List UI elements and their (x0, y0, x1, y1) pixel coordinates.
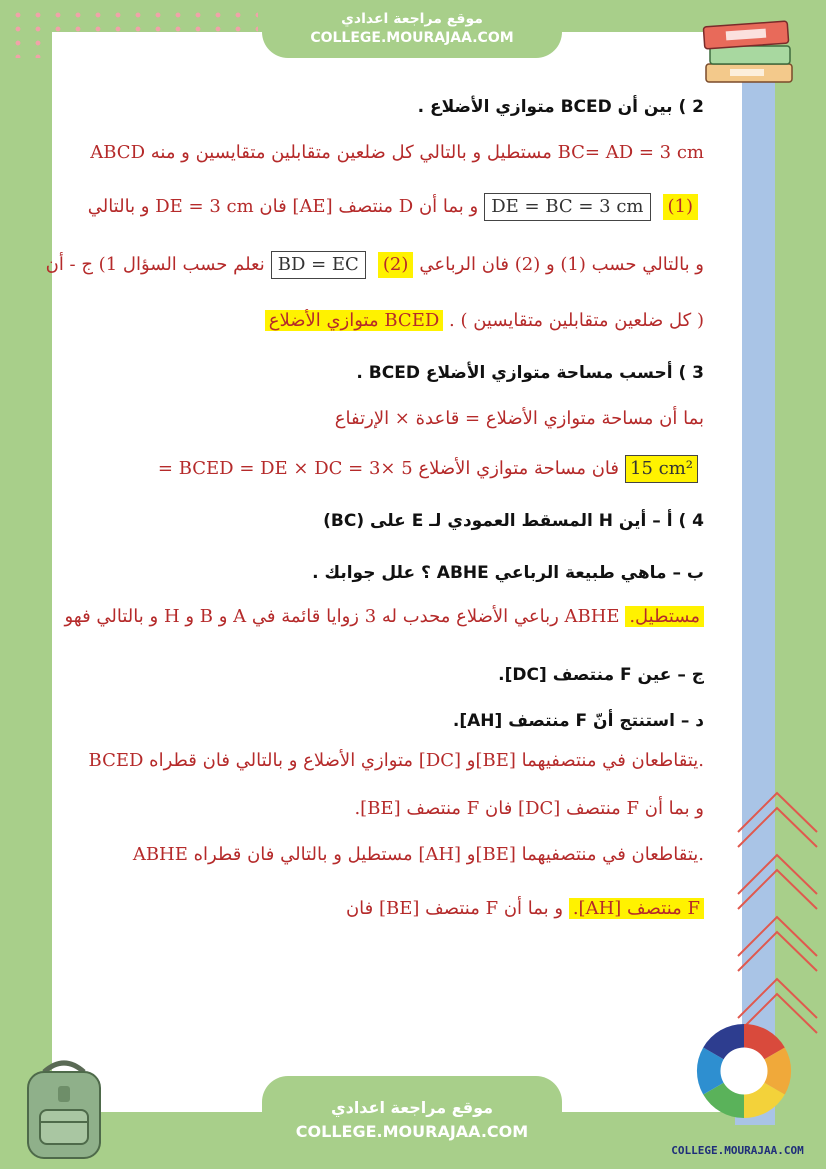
question-3: 3 ) أحسب مساحة متوازي الأضلاع BCED . (356, 363, 704, 383)
question-4c: ج – عين F منتصف [DC]. (498, 665, 704, 685)
answer-text: و بالتالي حسب (1) و (2) فان الرباعي (419, 254, 704, 275)
question-4b: ب – ماهي طبيعة الرباعي ABHE ؟ علل جوابك . (312, 563, 704, 583)
answer-line: ABHE مستطيل و بالتالي فان قطراه [AH] و[BE] يتقاطعان في منتصفيهما. (132, 844, 704, 865)
question-2: 2 ) بين أن BCED متوازي الأضلاع . (417, 97, 704, 117)
answer-line: و بما أن F منتصف [DC] فان F منتصف [BE]. (354, 798, 704, 819)
answer-text: و بما أن D منتصف [AE] فان DE = 3 cm و بالتالي (87, 196, 479, 217)
answer-line: ABCD مستطيل و بالتالي كل ضلعين متقابلين متقايسين و منه BC= AD = 3 cm (90, 142, 704, 163)
footer-tab (262, 1076, 562, 1169)
equation-number: (2) (378, 252, 414, 278)
answer-line (88, 193, 704, 221)
answer-text: نعلم حسب السؤال 1) ج - أن (45, 254, 265, 275)
boxed-result: BD = EC (271, 251, 366, 279)
highlighted-conclusion: F منتصف [AH]. (569, 898, 704, 919)
answer-line (158, 455, 704, 483)
site-logo-icon (695, 1022, 793, 1120)
equation-number: (1) (663, 194, 699, 220)
chevrons-up-icon (735, 790, 820, 1040)
answer-line (265, 308, 704, 334)
boxed-result: DE = BC = 3 cm (484, 193, 650, 221)
question-4a: 4 ) أ – أين H المسقط العمودي لـ E على (BC) (323, 511, 704, 531)
header-tab (262, 0, 562, 58)
answer-text: و بما أن F منتصف [BE] فان (345, 898, 564, 919)
header-site-name: موقع مراجعة اعدادي (341, 11, 483, 27)
answer-line (46, 251, 704, 279)
highlighted-conclusion: مستطيل. (625, 606, 704, 627)
logo-url[interactable]: COLLEGE.MOURAJAA.COM (671, 1144, 804, 1157)
header-site-url[interactable]: COLLEGE.MOURAJAA.COM (310, 30, 514, 46)
highlighted-conclusion: BCED متوازي الأضلاع (265, 310, 444, 331)
answer-line: BCED متوازي الأضلاع و بالتالي فان قطراه [DC] و[BE] يتقاطعان في منتصفيهما. (88, 750, 704, 771)
answer-text: فان مساحة متوازي الأضلاع BCED = DE × DC = 3× 5 = (157, 458, 619, 479)
answer-line (346, 896, 704, 922)
answer-line: بما أن مساحة متوازي الأضلاع = قاعدة × الإرتفاع (334, 408, 704, 429)
backpack-icon (14, 1052, 114, 1162)
answer-text: ( كل ضلعين متقابلين متقايسين ) . (449, 310, 704, 331)
question-4d: د – استنتج أنّ F منتصف [AH]. (452, 711, 704, 731)
boxed-result: 15 cm² (625, 455, 698, 483)
books-icon (700, 12, 800, 92)
footer-site-name: موقع مراجعة اعدادي (330, 1098, 494, 1117)
answer-text: ABHE رباعي الأضلاع محدب له 3 زوايا قائمة في A و B و H و بالتالي فهو (64, 606, 620, 627)
answer-line (64, 604, 704, 630)
footer-site-url[interactable]: COLLEGE.MOURAJAA.COM (295, 1122, 529, 1141)
